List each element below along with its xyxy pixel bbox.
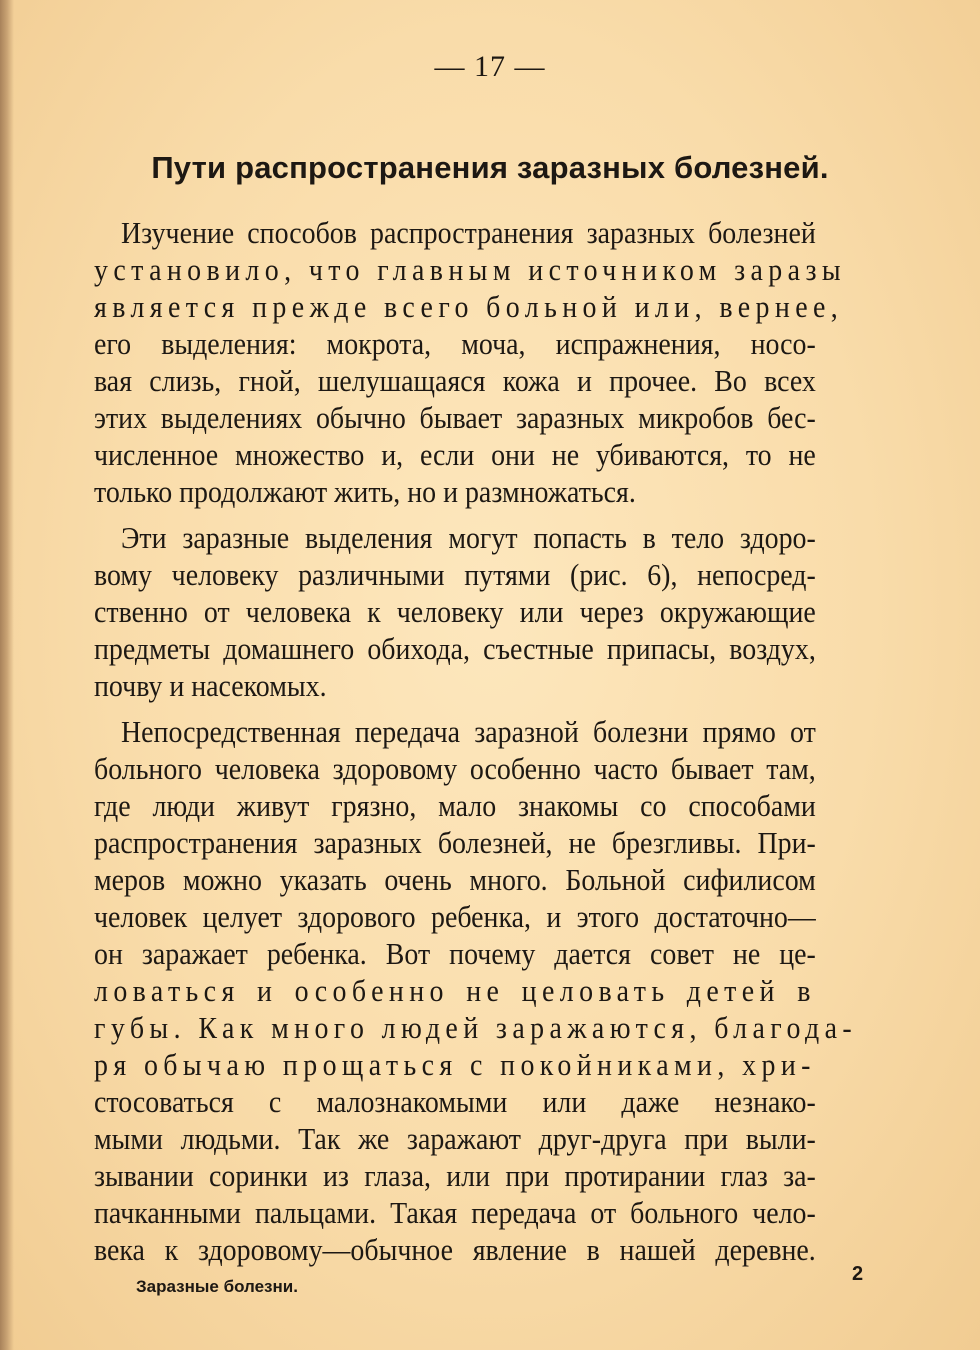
text-line: вому человеку различными путями (рис. 6), непосред- bbox=[94, 557, 816, 592]
text-line: почву и насекомых. bbox=[94, 668, 327, 703]
text-line: только продолжают жить, но и размножаться. bbox=[94, 474, 636, 509]
footer-book-title: Заразные болезни. bbox=[136, 1277, 298, 1296]
text-line: зывании соринки из глаза, или при протирании глаз за- bbox=[94, 1158, 816, 1193]
text-line: ственно от человека к человеку или через окружающие bbox=[94, 594, 816, 629]
text-line: ря обычаю прощаться с покойниками, хри- bbox=[94, 1047, 816, 1082]
text-line: Изучение способов распространения заразных болезней bbox=[121, 215, 816, 250]
text-line: губы. Как много людей заражаются, благода- bbox=[94, 1010, 858, 1045]
text-line: распространения заразных болезней, не брезгливы. При- bbox=[94, 825, 816, 860]
body-text bbox=[94, 214, 858, 1277]
text-line: меров можно указать очень много. Больной сифилисом bbox=[94, 862, 816, 897]
text-line: стосоваться с малознакомыми или даже незнако- bbox=[94, 1084, 816, 1119]
paragraph bbox=[94, 519, 816, 704]
paragraph bbox=[94, 214, 847, 510]
paragraph bbox=[94, 713, 858, 1268]
text-line: этих выделениях обычно бывает заразных микробов бес- bbox=[94, 400, 816, 435]
page-number: — 17 — bbox=[434, 50, 546, 83]
text-line: Непосредственная передача заразной болезни прямо от bbox=[121, 714, 816, 749]
text-line: человек целует здорового ребенка, и этого достаточно— bbox=[94, 899, 816, 934]
text-line: вая слизь, гной, шелушащаяся кожа и прочее. Во всех bbox=[94, 363, 816, 398]
signature-mark: 2 bbox=[852, 1263, 864, 1285]
text-line: века к здоровому—обычное явление в нашей деревне. bbox=[94, 1232, 816, 1267]
text-line: установило, что главным источником заразы bbox=[94, 252, 847, 287]
text-line: предметы домашнего обихода, съестные припасы, воздух, bbox=[94, 631, 816, 666]
text-line: больного человека здоровому особенно часто бывает там, bbox=[94, 751, 816, 786]
chapter-title: Пути распространения заразных болезней. bbox=[151, 150, 829, 185]
text-line: Эти заразные выделения могут попасть в тело здоро- bbox=[121, 520, 816, 555]
text-line: где люди живут грязно, мало знакомы со способами bbox=[94, 788, 816, 823]
text-line: является прежде всего больной или, вернее, bbox=[94, 289, 844, 324]
text-line: пачканными пальцами. Такая передача от больного чело- bbox=[94, 1195, 816, 1230]
text-line: ловаться и особенно не целовать детей в bbox=[94, 973, 816, 1008]
text-line: он заражает ребенка. Вот почему дается совет не це- bbox=[94, 936, 816, 971]
text-line: его выделения: мокрота, моча, испражнения, носо- bbox=[94, 326, 816, 361]
text-line: численное множество и, если они не убиваются, то не bbox=[94, 437, 816, 472]
text-line: мыми людьми. Так же заражают друг-друга при выли- bbox=[94, 1121, 816, 1156]
page-binding-edge bbox=[0, 0, 14, 1350]
